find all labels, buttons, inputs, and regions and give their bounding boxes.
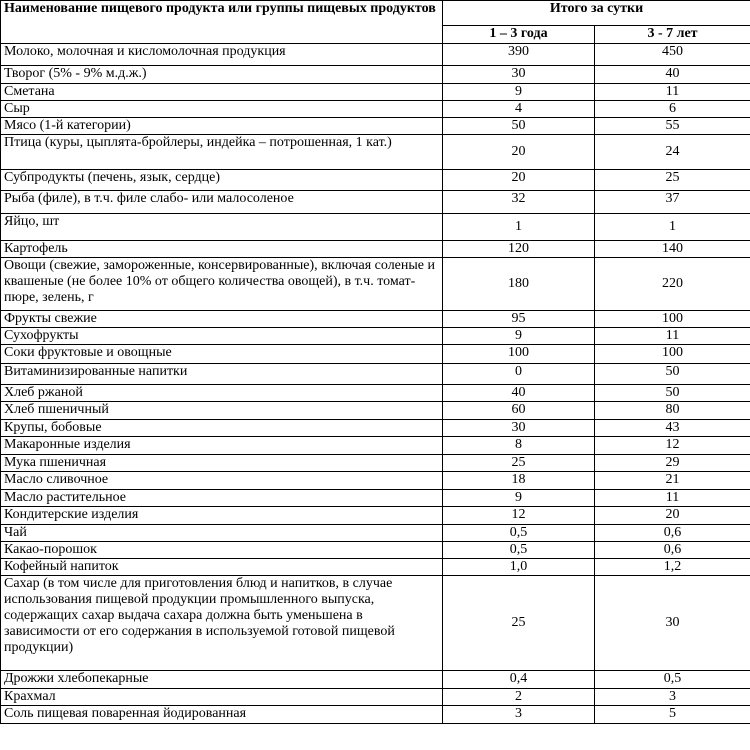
amount-3-7-cell: 80 [595, 402, 750, 420]
product-name-cell: Сметана [1, 84, 443, 101]
table-row [1, 118, 750, 135]
amount-3-7-cell: 0,5 [595, 671, 750, 689]
product-name-cell: Витаминизированные напитки [1, 364, 443, 385]
amount-1-3-cell: 8 [443, 437, 595, 455]
product-name-cell: Дрожжи хлебопекарные [1, 671, 443, 689]
amount-3-7-cell: 43 [595, 420, 750, 437]
amount-3-7-cell: 20 [595, 507, 750, 525]
product-name-cell: Кондитерские изделия [1, 507, 443, 525]
amount-3-7-cell: 30 [595, 576, 750, 671]
table-row [1, 420, 750, 437]
header-age-1-3: 1 – 3 года [443, 26, 595, 44]
amount-3-7-cell: 40 [595, 66, 750, 84]
amount-1-3-cell: 120 [443, 241, 595, 258]
table-row [1, 525, 750, 542]
amount-1-3-cell: 20 [443, 135, 595, 170]
product-name-cell: Творог (5% - 9% м.д.ж.) [1, 66, 443, 84]
table-row [1, 328, 750, 345]
amount-1-3-cell: 9 [443, 328, 595, 345]
amount-3-7-cell: 5 [595, 706, 750, 724]
table-row [1, 490, 750, 507]
amount-3-7-cell: 25 [595, 170, 750, 191]
product-name-cell: Соль пищевая поваренная йодированная [1, 706, 443, 724]
table-row [1, 542, 750, 559]
amount-1-3-cell: 390 [443, 44, 595, 66]
amount-3-7-cell: 100 [595, 345, 750, 364]
amount-3-7-cell: 50 [595, 364, 750, 385]
amount-1-3-cell: 1 [443, 214, 595, 241]
table-row [1, 706, 750, 724]
table-row [1, 345, 750, 364]
product-name-cell: Соки фруктовые и овощные [1, 345, 443, 364]
product-name-cell: Сахар (в том числе для приготовления блюд и напитков, в случае использования пищевой продукции промышленного выпуска, содержащих сахар выдача сахара должна быть уменьшена в зависимости от его содержания в используемой готовой пищевой продукции) [1, 576, 443, 671]
table-row [1, 671, 750, 689]
amount-1-3-cell: 30 [443, 420, 595, 437]
amount-1-3-cell: 12 [443, 507, 595, 525]
amount-1-3-cell: 2 [443, 689, 595, 706]
table-row [1, 135, 750, 170]
product-name-cell: Крупы, бобовые [1, 420, 443, 437]
table-row [1, 311, 750, 328]
amount-1-3-cell: 25 [443, 576, 595, 671]
table-row [1, 170, 750, 191]
table-row [1, 101, 750, 118]
table-row [1, 402, 750, 420]
amount-1-3-cell: 25 [443, 455, 595, 472]
product-name-cell: Овощи (свежие, замороженные, консервированные), включая соленые и квашеные (не более 10% от общего количества овощей), в т.ч. томат-пюре, зелень, г [1, 258, 443, 311]
amount-1-3-cell: 32 [443, 191, 595, 214]
amount-1-3-cell: 0,4 [443, 671, 595, 689]
table-row [1, 576, 750, 671]
amount-3-7-cell: 55 [595, 118, 750, 135]
product-name-cell: Масло сливочное [1, 472, 443, 490]
amount-1-3-cell: 180 [443, 258, 595, 311]
amount-3-7-cell: 37 [595, 191, 750, 214]
amount-1-3-cell: 100 [443, 345, 595, 364]
product-name-cell: Яйцо, шт [1, 214, 443, 241]
product-name-cell: Мука пшеничная [1, 455, 443, 472]
header-product-name: Наименование пищевого продукта или группы пищевых продуктов [1, 1, 443, 44]
amount-3-7-cell: 0,6 [595, 542, 750, 559]
table-row [1, 214, 750, 241]
product-name-cell: Кофейный напиток [1, 559, 443, 576]
amount-3-7-cell: 21 [595, 472, 750, 490]
table-row [1, 191, 750, 214]
amount-3-7-cell: 220 [595, 258, 750, 311]
table-row [1, 364, 750, 385]
amount-1-3-cell: 0,5 [443, 542, 595, 559]
table-row [1, 66, 750, 84]
amount-1-3-cell: 9 [443, 490, 595, 507]
product-name-cell: Макаронные изделия [1, 437, 443, 455]
amount-1-3-cell: 95 [443, 311, 595, 328]
product-name-cell: Рыба (филе), в т.ч. филе слабо- или малосоленое [1, 191, 443, 214]
product-name-cell: Чай [1, 525, 443, 542]
amount-3-7-cell: 100 [595, 311, 750, 328]
amount-3-7-cell: 29 [595, 455, 750, 472]
header-row-1 [1, 1, 750, 26]
amount-3-7-cell: 1,2 [595, 559, 750, 576]
product-name-cell: Масло растительное [1, 490, 443, 507]
amount-3-7-cell: 6 [595, 101, 750, 118]
product-name-cell: Крахмал [1, 689, 443, 706]
amount-1-3-cell: 30 [443, 66, 595, 84]
table-row [1, 258, 750, 311]
table-row [1, 437, 750, 455]
amount-3-7-cell: 1 [595, 214, 750, 241]
amount-1-3-cell: 50 [443, 118, 595, 135]
amount-1-3-cell: 0,5 [443, 525, 595, 542]
table-row [1, 559, 750, 576]
header-total-per-day: Итого за сутки [443, 1, 750, 26]
table-row [1, 472, 750, 490]
product-name-cell: Картофель [1, 241, 443, 258]
amount-3-7-cell: 24 [595, 135, 750, 170]
amount-1-3-cell: 40 [443, 385, 595, 402]
amount-3-7-cell: 3 [595, 689, 750, 706]
amount-3-7-cell: 450 [595, 44, 750, 66]
table-row [1, 44, 750, 66]
header-age-3-7: 3 - 7 лет [595, 26, 750, 44]
amount-3-7-cell: 50 [595, 385, 750, 402]
amount-3-7-cell: 11 [595, 490, 750, 507]
product-name-cell: Мясо (1-й категории) [1, 118, 443, 135]
product-name-cell: Сыр [1, 101, 443, 118]
table-row [1, 241, 750, 258]
product-name-cell: Субпродукты (печень, язык, сердце) [1, 170, 443, 191]
product-name-cell: Фрукты свежие [1, 311, 443, 328]
table-row [1, 84, 750, 101]
amount-3-7-cell: 140 [595, 241, 750, 258]
table-row [1, 689, 750, 706]
amount-3-7-cell: 11 [595, 84, 750, 101]
amount-1-3-cell: 20 [443, 170, 595, 191]
amount-1-3-cell: 0 [443, 364, 595, 385]
amount-1-3-cell: 1,0 [443, 559, 595, 576]
product-name-cell: Хлеб ржаной [1, 385, 443, 402]
amount-1-3-cell: 18 [443, 472, 595, 490]
product-name-cell: Птица (куры, цыплята-бройлеры, индейка – потрошенная, 1 кат.) [1, 135, 443, 170]
amount-1-3-cell: 4 [443, 101, 595, 118]
table-row [1, 455, 750, 472]
amount-3-7-cell: 12 [595, 437, 750, 455]
amount-3-7-cell: 11 [595, 328, 750, 345]
amount-1-3-cell: 3 [443, 706, 595, 724]
product-name-cell: Какао-порошок [1, 542, 443, 559]
product-name-cell: Сухофрукты [1, 328, 443, 345]
table-body [1, 44, 750, 724]
amount-1-3-cell: 9 [443, 84, 595, 101]
table-row [1, 507, 750, 525]
amount-1-3-cell: 60 [443, 402, 595, 420]
product-name-cell: Молоко, молочная и кисломолочная продукция [1, 44, 443, 66]
product-name-cell: Хлеб пшеничный [1, 402, 443, 420]
amount-3-7-cell: 0,6 [595, 525, 750, 542]
table-row [1, 385, 750, 402]
